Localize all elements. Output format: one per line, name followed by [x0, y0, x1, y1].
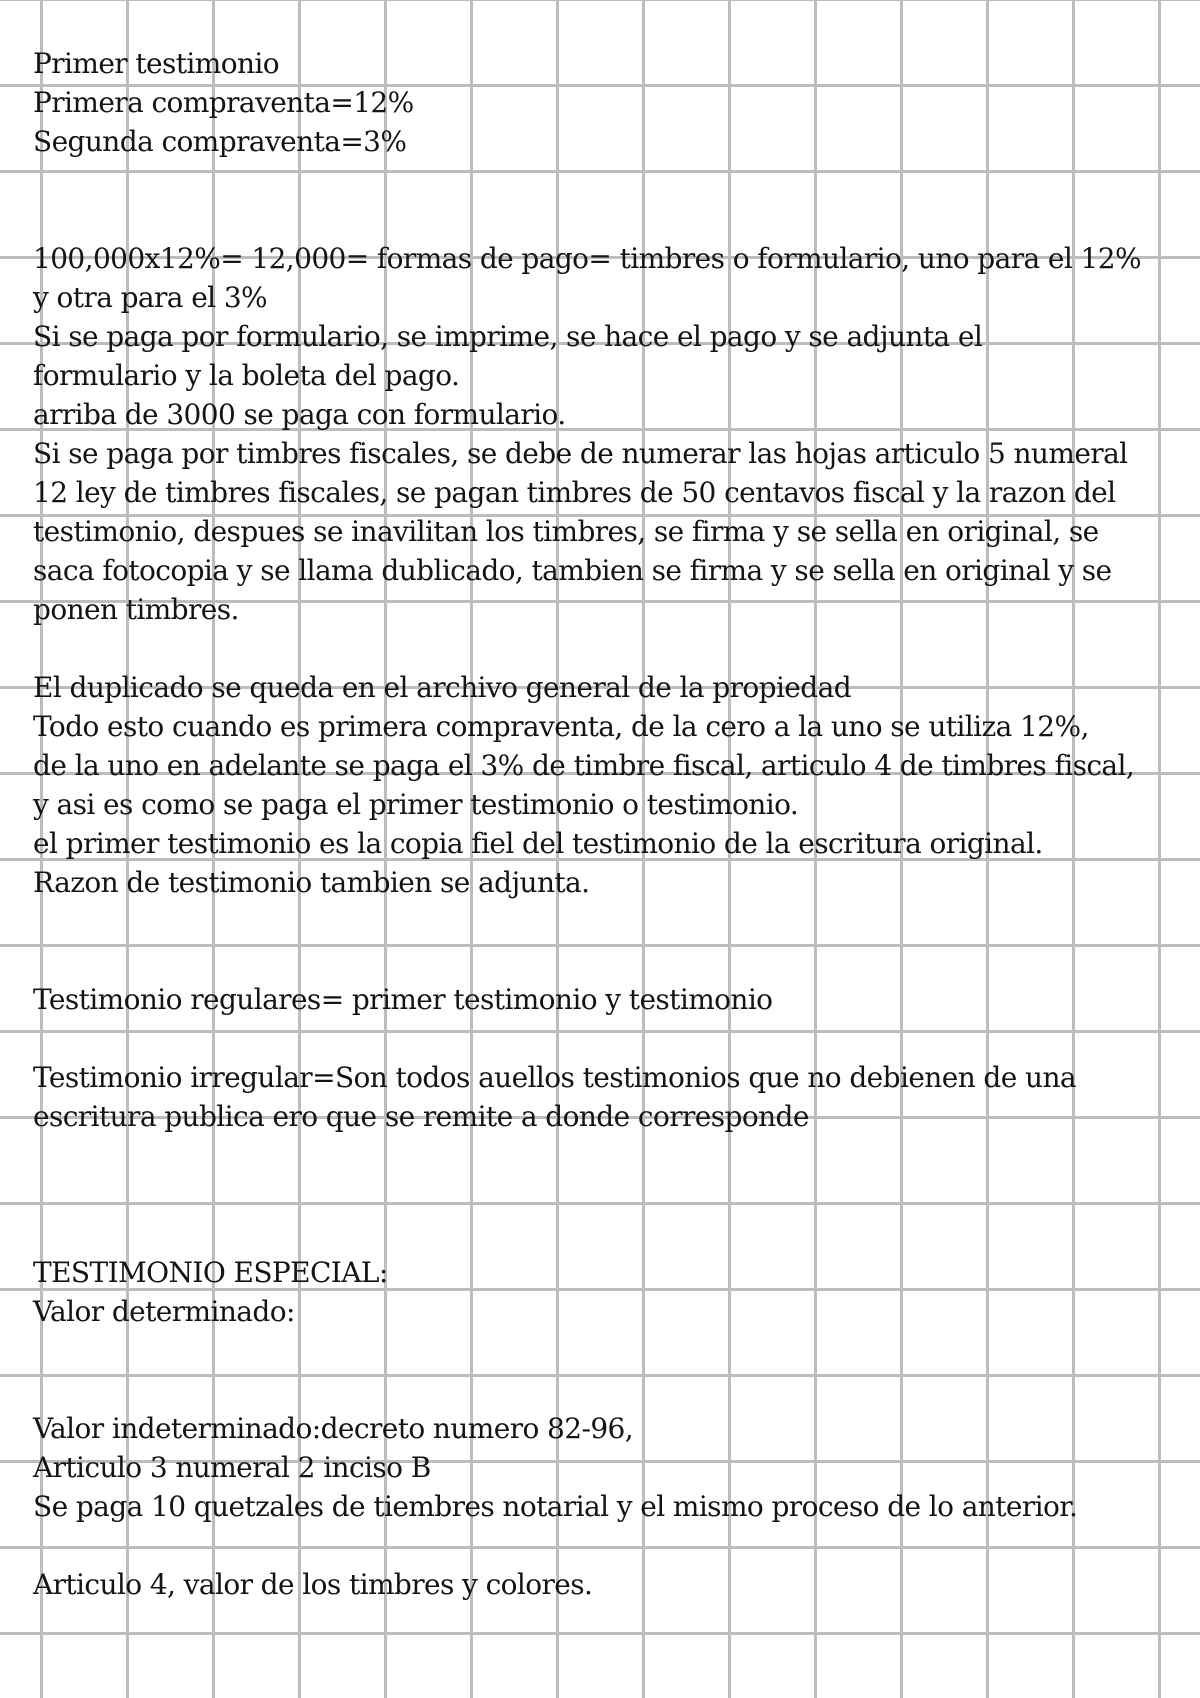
- testimonio-regulares-line: Testimonio regulares= primer testimonio y testimonio: [33, 983, 773, 1016]
- text-line: Si se paga por formulario, se imprime, se hace el pago y se adjunta el: [33, 320, 983, 353]
- spacer: [33, 1019, 1173, 1058]
- spacer: [33, 902, 1173, 980]
- text-line: Razon de testimonio tambien se adjunta.: [33, 866, 590, 899]
- document-body: [33, 44, 1173, 1604]
- text-line: y asi es como se paga el primer testimonio o testimonio.: [33, 788, 799, 821]
- text-line: Valor indeterminado:decreto numero 82-96,: [33, 1412, 634, 1445]
- text-line: Si se paga por timbres fiscales, se debe de numerar las hojas articulo 5 numeral: [33, 437, 1128, 470]
- text-line: Todo esto cuando es primera compraventa, de la cero a la uno se utiliza 12%,: [33, 710, 1089, 743]
- primera-compraventa-line: Primera compraventa=12%: [33, 86, 414, 119]
- paragraph-valor-indeterminado: [33, 1409, 1173, 1526]
- text-line: de la uno en adelante se paga el 3% de timbre fiscal, articulo 4 de timbres fiscal,: [33, 749, 1135, 782]
- spacer: [33, 1331, 1173, 1409]
- text-line: ponen timbres.: [33, 593, 239, 626]
- paragraph-formas-de-pago: [33, 239, 1173, 629]
- segunda-compraventa-line: Segunda compraventa=3%: [33, 125, 407, 158]
- text-line: formulario y la boleta del pago.: [33, 359, 460, 392]
- spacer: [33, 1214, 1173, 1253]
- text-line: arriba de 3000 se paga con formulario.: [33, 398, 566, 431]
- section-title-primer-testimonio: Primer testimonio: [33, 47, 280, 80]
- text-line: saca fotocopia y se llama dublicado, tambien se firma y se sella en original y se: [33, 554, 1112, 587]
- paragraph-testimonio-irregular: [33, 1058, 1173, 1136]
- text-line: Articulo 3 numeral 2 inciso B: [33, 1451, 431, 1484]
- spacer: [33, 161, 1173, 239]
- text-line: y otra para el 3%: [33, 281, 268, 314]
- testimonio-especial-heading: TESTIMONIO ESPECIAL:: [33, 1256, 388, 1289]
- text-line: 12 ley de timbres fiscales, se pagan timbres de 50 centavos fiscal y la razon del: [33, 476, 1116, 509]
- text-line: El duplicado se queda en el archivo general de la propiedad: [33, 671, 852, 704]
- text-line: Testimonio irregular=Son todos auellos testimonios que no debienen de una: [33, 1061, 1076, 1094]
- spacer: [33, 629, 1173, 668]
- valor-determinado-line: Valor determinado:: [33, 1295, 295, 1328]
- spacer: [33, 1136, 1173, 1214]
- text-line: escritura publica ero que se remite a donde corresponde: [33, 1100, 809, 1133]
- paragraph-duplicado: [33, 668, 1173, 902]
- spacer: [33, 1526, 1173, 1565]
- text-line: Se paga 10 quetzales de tiembres notarial y el mismo proceso de lo anterior.: [33, 1490, 1078, 1523]
- text-line: el primer testimonio es la copia fiel del testimonio de la escritura original.: [33, 827, 1043, 860]
- articulo-4-line: Articulo 4, valor de los timbres y colores.: [33, 1568, 593, 1601]
- text-line: 100,000x12%= 12,000= formas de pago= timbres o formulario, uno para el 12%: [33, 242, 1141, 275]
- text-line: testimonio, despues se inavilitan los timbres, se firma y se sella en original, se: [33, 515, 1099, 548]
